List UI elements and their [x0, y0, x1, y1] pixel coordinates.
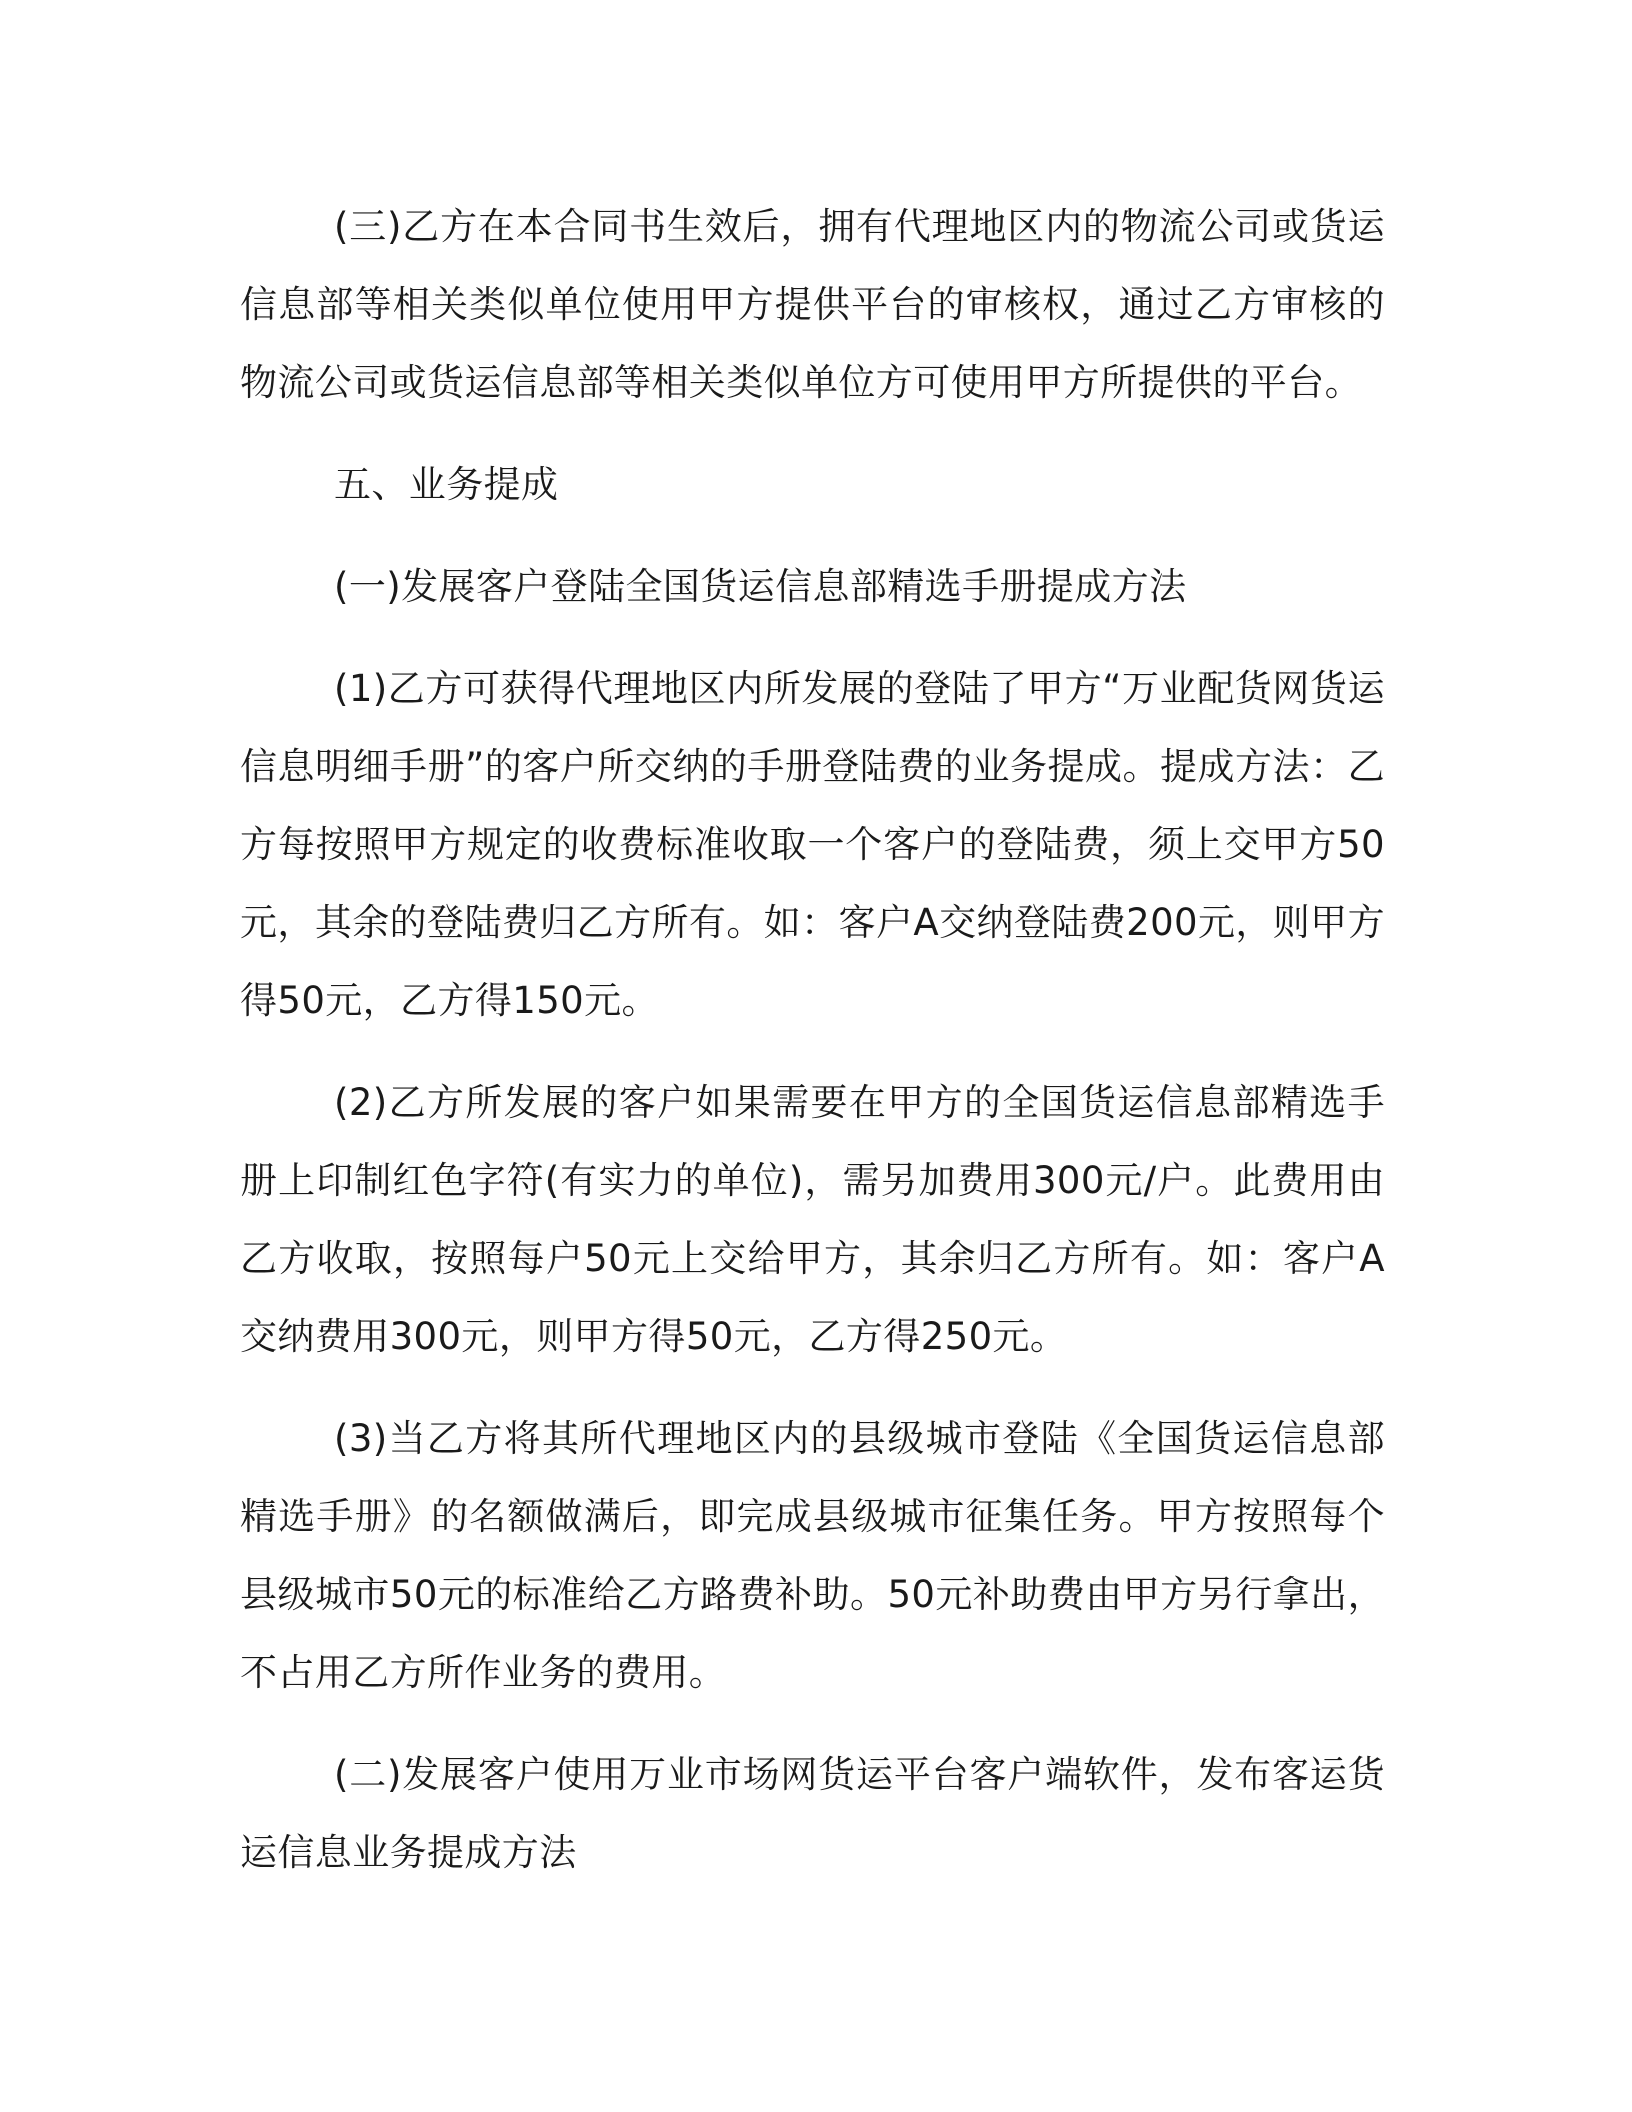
paragraph-audit-right: (三)乙方在本合同书生效后，拥有代理地区内的物流公司或货运信息部等相关类似单位使用甲方提供平台的审核权，通过乙方审核的物流公司或货运信息部等相关类似单位方可使用甲方所提供的平台。: [240, 205, 1385, 404]
subsection-heading-client-software: (二)发展客户使用万业市场网货运平台客户端软件，发布客运货运信息业务提成方法: [240, 1753, 1385, 1874]
subsection-heading-handbook: (一)发展客户登陆全国货运信息部精选手册提成方法: [334, 565, 1187, 608]
paragraph-red-characters: (2)乙方所发展的客户如果需要在甲方的全国货运信息部精选手册上印制红色字符(有实力的单位)，需另加费用300元/户。此费用由乙方收取，按照每户50元上交给甲方，其余归乙方所有。如：客户A交纳费用300元，则甲方得50元，乙方得250元。: [240, 1081, 1385, 1358]
paragraph-registration-fee: (1)乙方可获得代理地区内所发展的登陆了甲方“万业配货网货运信息明细手册”的客户所交纳的手册登陆费的业务提成。提成方法：乙方每按照甲方规定的收费标准收取一个客户的登陆费，须上交甲方50元，其余的登陆费归乙方所有。如：客户A交纳登陆费200元，则甲方得50元，乙方得150元。: [240, 667, 1385, 1022]
section-heading-commission: 五、业务提成: [334, 463, 559, 506]
document-body: [240, 188, 1385, 1892]
paragraph-county-subsidy: (3)当乙方将其所代理地区内的县级城市登陆《全国货运信息部精选手册》的名额做满后，即完成县级城市征集任务。甲方按照每个县级城市50元的标准给乙方路费补助。50元补助费由甲方另行拿出，不占用乙方所作业务的费用。: [240, 1417, 1385, 1694]
